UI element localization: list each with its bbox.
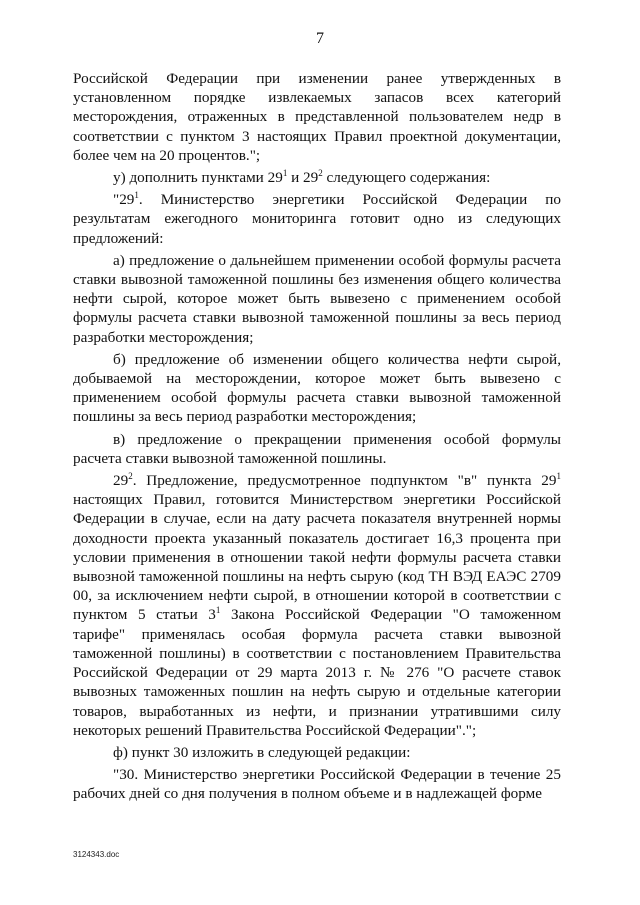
paragraph-continuation: Российской Федерации при изменении ранее утвержденных в установленном порядке извлекаемых запасов всех категорий месторождения, отраженных в представленной пользователем недр в соответствии с пунктом 3 настоящих Правил проектной документации, более чем на 20 процентов."; [73,70,561,164]
text-span: следующего содержания: [322,169,491,187]
superscript: 2 [128,471,133,481]
text-span: . Министерство энергетики Российской Федерации по результатам ежегодного мониторинга готовит одно из следующих предложений: [73,191,561,247]
page-number: 7 [316,30,324,47]
superscript: 1 [215,605,221,616]
text-span: и 29 [287,169,319,187]
paragraph-item-u [73,168,561,187]
paragraph-subitem-a: а) предложение о дальнейшем применении особой формулы расчета ставки вывозной таможенной пошлины без изменения общего количества нефти сырой, которое может быть вывезено с применением особой формулы расчета ставки вывозной таможенной пошлины за весь период разработки месторождения; [73,251,561,346]
paragraph-point-29-2 [73,471,561,740]
paragraph-subitem-v: в) предложение о прекращении применения особой формулы расчета ставки вывозной таможенной пошлины. [73,430,561,467]
superscript: 1 [282,167,288,178]
superscript: 1 [134,190,139,201]
document-body [73,69,561,807]
paragraph-item-f: ф) пункт 30 изложить в следующей редакции: [113,743,411,761]
text-span: 29 [113,472,129,490]
document-file-code: 3124343.doc [73,850,120,859]
text-span: . Предложение, предусмотренное подпунктом "в" пункта 29 [132,472,557,490]
paragraph-point-30: "30. Министерство энергетики Российской Федерации в течение 25 рабочих дней со дня получения в полном объеме и в надлежащей форме [73,766,561,803]
text-span: у) дополнить пунктами 29 [113,169,283,187]
superscript: 2 [318,167,323,178]
paragraph-subitem-b: б) предложение об изменении общего количества нефти сырой, добываемой на месторождении, которое может быть вывезено с применением особой формулы расчета ставки вывозной таможенной пошлины за весь период разработки месторождения; [73,350,561,426]
text-span: настоящих Правил, готовится Министерством энергетики Российской Федерации в случае, если на дату расчета показателя внутренней нормы доходности проекта указанный показатель достигает 16,3 процента при условии применения в отношении такой нефти формулы расчета ставки вывозной таможенной пошлины на нефть сырую (код ТН ВЭД ЕАЭС 2709 00, за исключением нефти сырой, в отношении которой в соответствии с пунктом 5 статьи 3 [73,491,561,624]
superscript: 1 [556,471,561,481]
text-span: "29 [113,191,135,209]
paragraph-point-29-1 [73,190,561,248]
text-span: Закона Российской Федерации "О таможенном тарифе" применялась особая формула расчета ставки вывозной таможенной пошлины) в соответствии с постановлением Правительства Российской Федерации от 29 марта 2013 г. № 276 "О расчете ставок вывозных таможенных пошлин на нефть сырую и отдельные категории товаров, выработанных из нефти, и признании утратившими силу некоторых решений Правительства Российской Федерации"."; [73,606,561,739]
